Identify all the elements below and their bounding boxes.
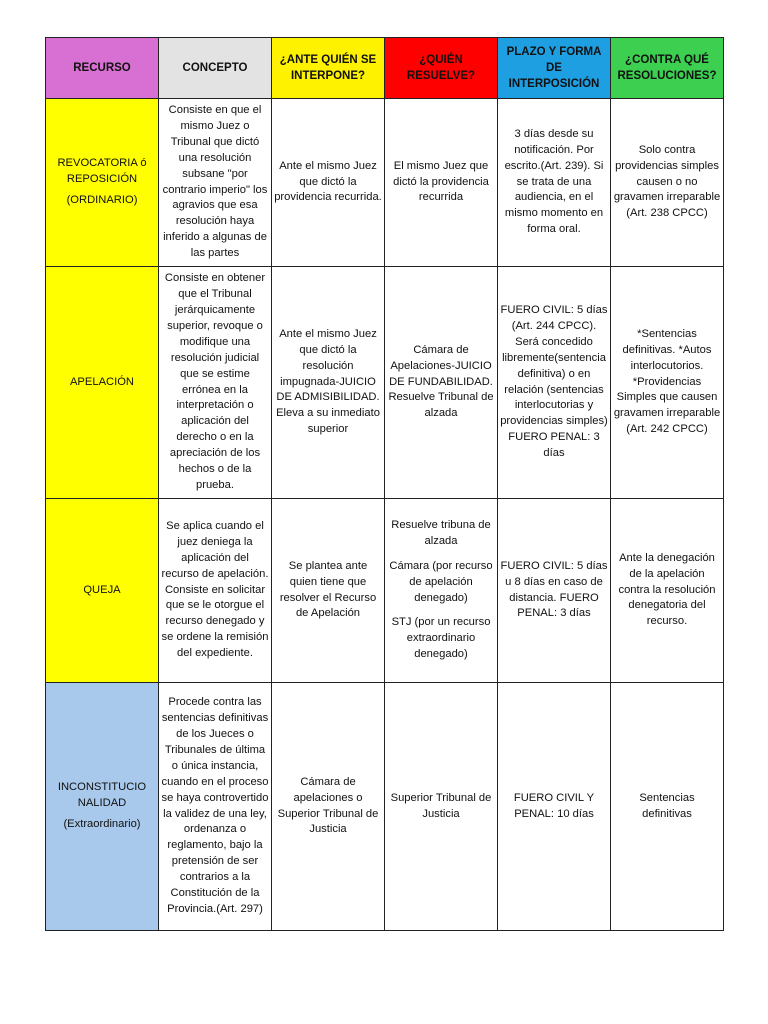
header-recurso: RECURSO <box>46 38 159 99</box>
table-row-revocatoria <box>46 99 724 267</box>
table-row-inconstitucionalidad <box>46 683 724 931</box>
recurso-type: (ORDINARIO) <box>66 194 138 207</box>
quien-line-2: Cámara (por recurso de apelación denegado) <box>389 559 493 604</box>
recurso-type: (Extraordinario) <box>63 818 141 831</box>
recurso-cell <box>46 499 159 683</box>
ante-cell: Ante el mismo Juez que dictó la resolución impugnada-JUICIO DE ADMISIBILIDAD. Eleva a su inmediato superior <box>272 267 385 499</box>
quien-cell: Cámara de Apelaciones-JUICIO DE FUNDABILIDAD. Resuelve Tribunal de alzada <box>385 267 498 499</box>
plazo-cell: 3 días desde su notificación. Por escrito.(Art. 239). Si se trata de una audiencia, en el mismo momento en forma oral. <box>498 99 611 267</box>
concepto-cell: Procede contra las sentencias definitivas de los Jueces o Tribunales de última o única instancia, cuando en el proceso se haya controvertido la validez de una ley, ordenanza o reglamento, bajo la pretensión de ser contrarios a la Constitución de la Provincia.(Art. 297) <box>159 683 272 931</box>
table-row-apelacion <box>46 267 724 499</box>
table-row-queja <box>46 499 724 683</box>
plazo-cell: FUERO CIVIL: 5 días u 8 días en caso de distancia. FUERO PENAL: 3 días <box>498 499 611 683</box>
recurso-cell <box>46 683 159 931</box>
concepto-cell: Consiste en que el mismo Juez o Tribunal que dictó una resolución subsane "por contrario imperio" los agravios que esa resolución haya inferido a algunas de las partes <box>159 99 272 267</box>
recurso-name: INCONSTITUCIO NALIDAD <box>57 780 147 809</box>
quien-cell: Superior Tribunal de Justicia <box>385 683 498 931</box>
recurso-name: REVOCATORIA ó REPOSICIÓN <box>57 156 147 185</box>
quien-cell <box>385 499 498 683</box>
contra-cell: Sentencias definitivas <box>611 683 724 931</box>
recursos-table <box>45 37 724 931</box>
recurso-cell <box>46 267 159 499</box>
concepto-cell: Consiste en obtener que el Tribunal jerárquicamente superior, revoque o modifique una resolución judicial que se estime errónea en la interpretación o aplicación del derecho o en la apreciación de los hechos o de la prueba. <box>159 267 272 499</box>
recurso-name: QUEJA <box>83 583 121 596</box>
ante-cell: Se plantea ante quien tiene que resolver el Recurso de Apelación <box>272 499 385 683</box>
header-quien-resuelve: ¿QUIÉN RESUELVE? <box>385 38 498 99</box>
plazo-cell: FUERO CIVIL: 5 días (Art. 244 CPCC). Será concedido libremente(sentencia definitiva) o en relación (sentencias interlocutorias y providencias simples) FUERO PENAL: 3 días <box>498 267 611 499</box>
recurso-cell <box>46 99 159 267</box>
header-contra-que: ¿CONTRA QUÉ RESOLUCIONES? <box>611 38 724 99</box>
recurso-name: APELACIÓN <box>69 375 135 388</box>
header-plazo-forma: PLAZO Y FORMA DE INTERPOSICIÓN <box>498 38 611 99</box>
quien-cell: El mismo Juez que dictó la providencia recurrida <box>385 99 498 267</box>
quien-line-3: STJ (por un recurso extraordinario denegado) <box>391 616 491 661</box>
contra-cell: *Sentencias definitivas. *Autos interlocutorios. *Providencias Simples que causen gravamen irreparable (Art. 242 CPCC) <box>611 267 724 499</box>
ante-cell: Ante el mismo Juez que dictó la providencia recurrida. <box>272 99 385 267</box>
header-ante-quien: ¿ANTE QUIÉN SE INTERPONE? <box>272 38 385 99</box>
quien-line-1: Resuelve tribuna de alzada <box>391 518 491 547</box>
header-row <box>46 38 724 99</box>
plazo-cell: FUERO CIVIL Y PENAL: 10 días <box>498 683 611 931</box>
ante-cell: Cámara de apelaciones o Superior Tribunal de Justicia <box>272 683 385 931</box>
concepto-cell: Se aplica cuando el juez deniega la aplicación del recurso de apelación. Consiste en solicitar que se le otorgue el recurso denegado y se ordene la remisión del expediente. <box>159 499 272 683</box>
contra-cell: Ante la denegación de la apelación contra la resolución denegatoria del recurso. <box>611 499 724 683</box>
header-concepto: CONCEPTO <box>159 38 272 99</box>
contra-cell: Solo contra providencias simples causen o no gravamen irreparable (Art. 238 CPCC) <box>611 99 724 267</box>
